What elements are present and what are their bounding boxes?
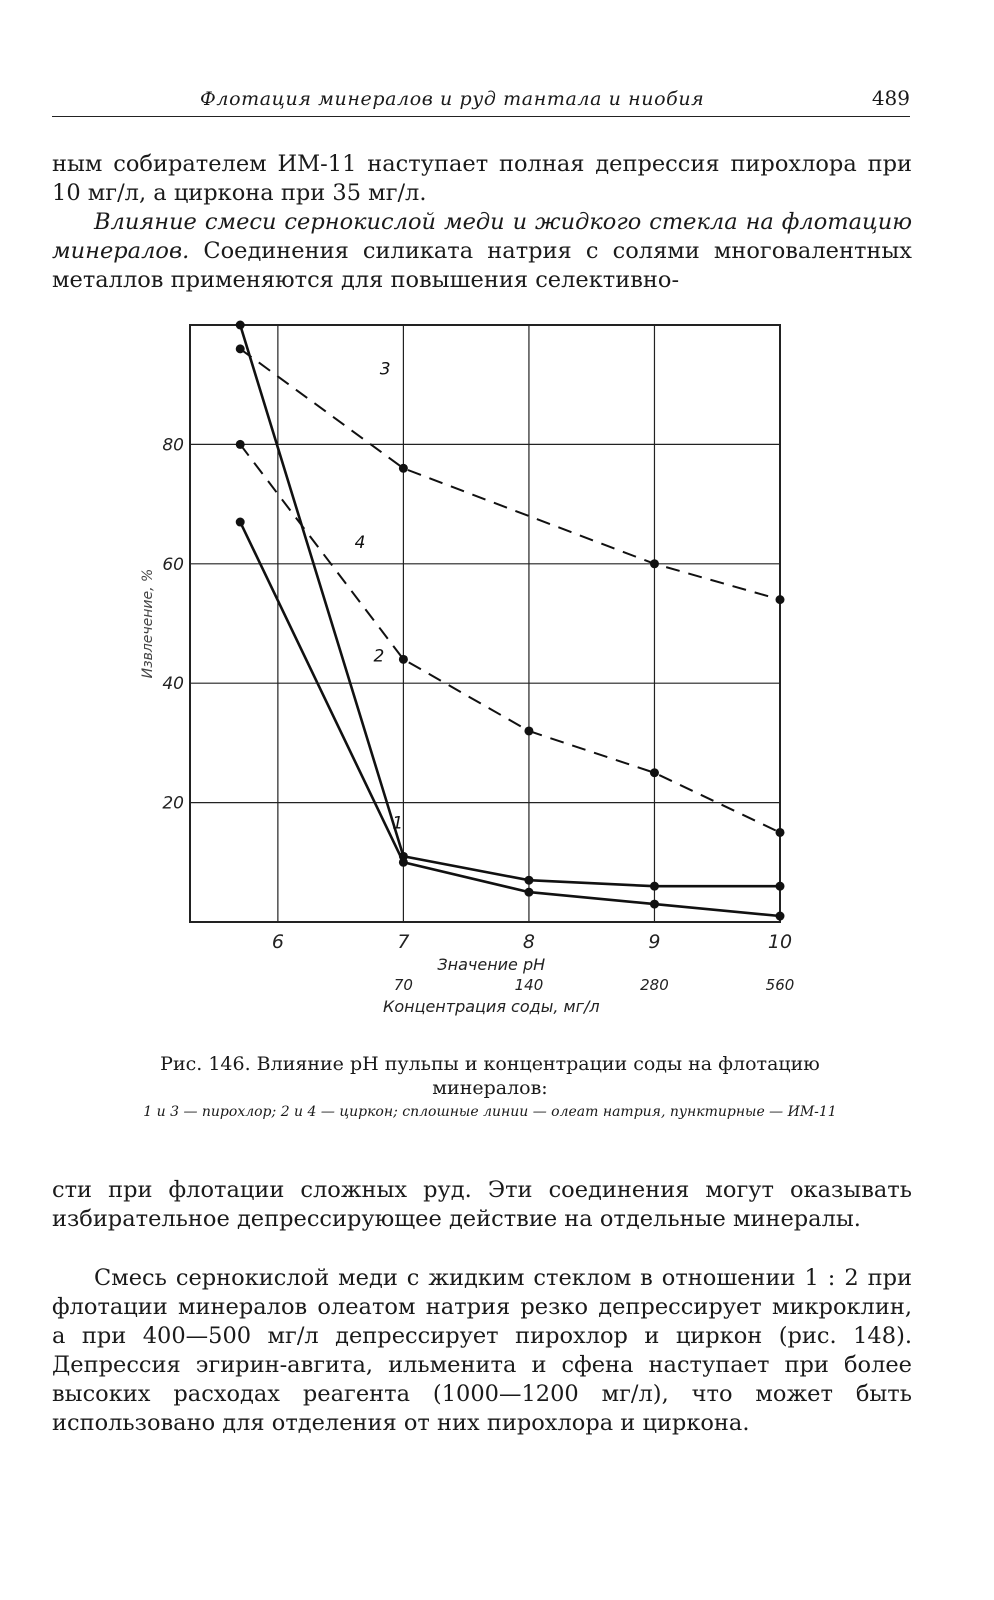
paragraph-4: Смесь сернокислой меди с жидким стеклом в отношении 1 : 2 при флотации минералов олеатом натрия резко депрессирует микроклин, а при 400—500 мг/л депрессирует пирохлор и циркон (рис. 148). Депрессия эгирин-авгита, ильменита и сфена наступает при более высоких расходах реагента (1000—1200 мг/л), что может быть использовано для отделения от них пирохлора и циркона. <box>52 1265 912 1436</box>
x-tick-label: 8 <box>522 931 535 953</box>
series-4-label: 4 <box>354 532 366 553</box>
series-1-point <box>776 912 785 921</box>
y-axis-title: Извлечение, % <box>140 568 156 679</box>
series-1-label: 1 <box>392 813 404 834</box>
series-2-point <box>236 321 245 330</box>
series-4-point <box>236 440 245 449</box>
paragraph-3: сти при флотации сложных руд. Эти соединения могут оказывать избирательное депрессирующее действие на отдельные минералы. <box>52 1177 912 1232</box>
paragraph-2 <box>52 208 912 295</box>
paragraph-2-heading: Влияние смеси сернокислой меди и жидкого стекла на флотацию минералов. <box>52 209 912 264</box>
x2-tick-label: 70 <box>393 976 413 994</box>
series-3-point <box>399 464 408 473</box>
series-4-point <box>524 726 533 735</box>
running-title: Флотация минералов и руд тантала и ниобия <box>200 88 705 110</box>
x-tick-label: 6 <box>271 931 284 953</box>
series-1-point <box>236 518 245 527</box>
x2-tick-label: 280 <box>640 976 669 994</box>
figure-caption: Рис. 146. Влияние pH пульпы и концентрации соды на флотацию минералов: <box>160 1053 820 1099</box>
series-1-line <box>240 522 780 916</box>
paragraph-1: ным собирателем ИМ-11 наступает полная депрессия пирохлора при 10 мг/л, а циркона при 35 мг/л. <box>52 151 912 206</box>
series-3-label: 3 <box>379 359 391 380</box>
x-axis-title: Значение pH <box>437 955 546 974</box>
series-2-point <box>650 882 659 891</box>
y-tick-label: 40 <box>162 674 184 695</box>
figure-146 <box>140 300 840 1030</box>
paragraph-2-body: Соединения силиката натрия с солями многовалентных металлов применяются для повышения селективно- <box>52 238 912 293</box>
page-number: 489 <box>871 86 910 110</box>
y-tick-label: 80 <box>162 435 184 456</box>
y-tick-label: 20 <box>162 793 184 814</box>
page-header <box>52 86 910 117</box>
series-2-point <box>524 876 533 885</box>
x2-tick-label: 560 <box>765 976 795 994</box>
series-1-point <box>650 900 659 909</box>
series-2-point <box>399 852 408 861</box>
x2-tick-label: 140 <box>514 976 544 994</box>
series-3-point <box>776 595 785 604</box>
series-1-point <box>524 888 533 897</box>
figure-legend-text: 1 и 3 — пирохлор; 2 и 4 — циркон; сплошные линии — олеат натрия, пунктирные — ИМ-11 <box>143 1104 837 1120</box>
series-3-point <box>236 344 245 353</box>
plot-frame <box>190 325 780 922</box>
series-4-line <box>240 444 780 832</box>
series-4-point <box>776 828 785 837</box>
series-2-label: 2 <box>373 646 385 667</box>
x2-axis-title: Концентрация соды, мг/л <box>382 997 600 1016</box>
x-tick-label: 7 <box>397 931 410 953</box>
series-4-point <box>399 655 408 664</box>
series-2-point <box>776 882 785 891</box>
y-tick-label: 60 <box>162 554 184 575</box>
x-tick-label: 10 <box>767 931 793 953</box>
series-3-line <box>240 349 780 600</box>
series-3-point <box>650 559 659 568</box>
recovery-chart <box>140 300 840 1030</box>
series-4-point <box>650 768 659 777</box>
figure-legend <box>140 1104 840 1121</box>
x-tick-label: 9 <box>648 931 661 953</box>
